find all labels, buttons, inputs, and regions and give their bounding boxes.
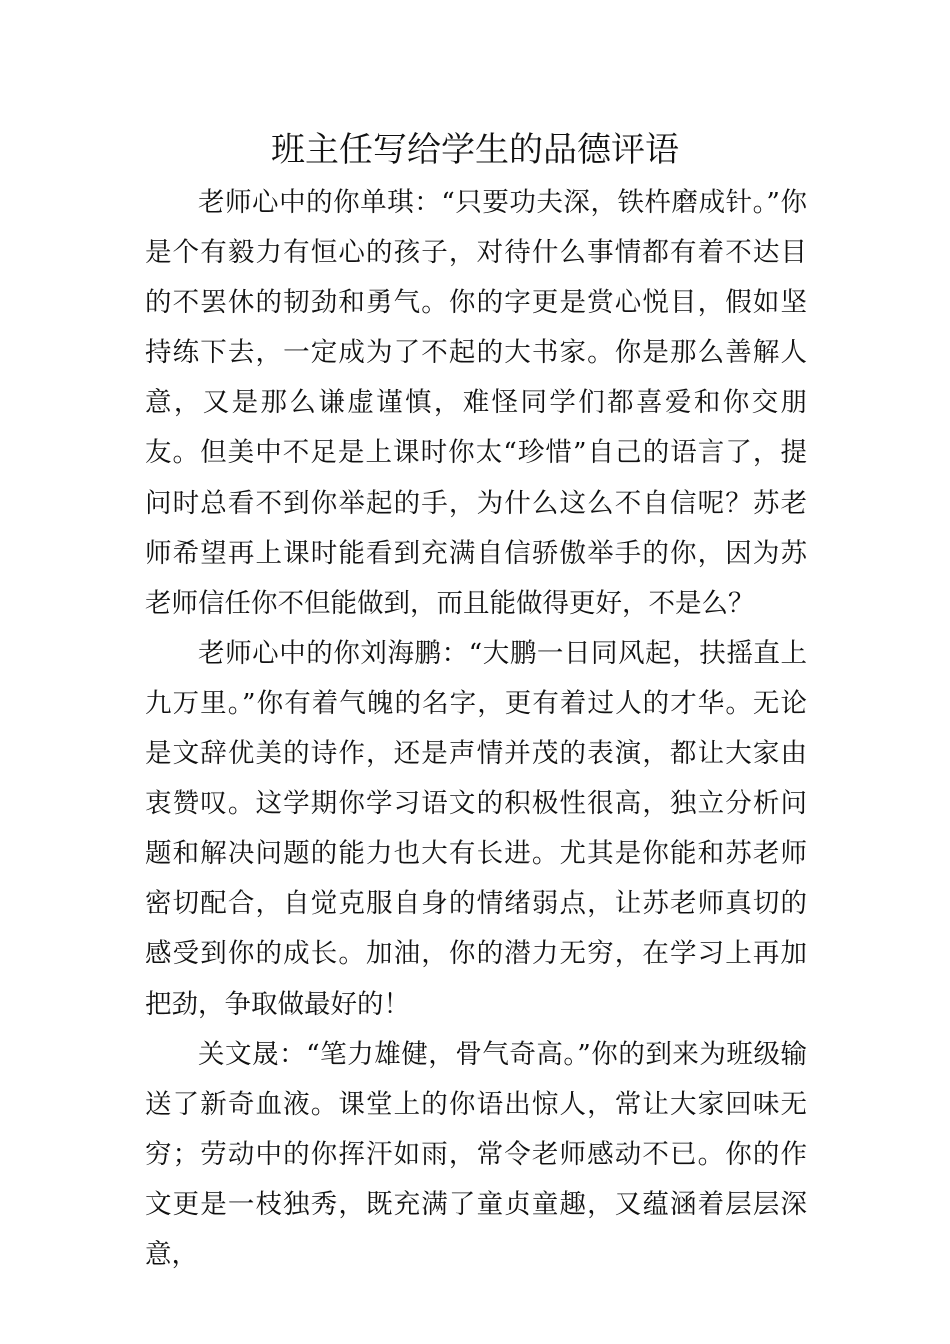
paragraph-liu-haipeng: 老师心中的你刘海鹏：“大鹏一日同风起，扶摇直上九万里。”你有着气魄的名字，更有着过人的才华。无论是文辞优美的诗作，还是声情并茂的表演，都让大家由衷赞叹。这学期你学习语文的积极性很高，独立分析问题和解决问题的能力也大有长进。尤其是你能和苏老师密切配合，自觉克服自身的情绪弱点，让苏老师真切的感受到你的成长。加油，你的潜力无穷，在学习上再加把劲，争取做最好的！: [145, 637, 807, 1020]
paragraph-guan-wensheng: 关文晟：“笔力雄健，骨气奇高。”你的到来为班级输送了新奇血液。课堂上的你语出惊人，常让大家回味无穷；劳动中的你挥汗如雨，常令老师感动不已。你的作文更是一枝独秀，既充满了童贞童趣，又蕴涵着层层深意，: [145, 1038, 807, 1270]
document-title: 班主任写给学生的品德评语: [271, 130, 679, 170]
paragraph-shan-qi: 老师心中的你单琪：“只要功夫深，铁杵磨成针。”你是个有毅力有恒心的孩子，对待什么事情都有着不达目的不罢休的韧劲和勇气。你的字更是赏心悦目，假如坚持练下去，一定成为了不起的大书家。你是那么善解人意，又是那么谦虚谨慎，难怪同学们都喜爱和你交朋友。但美中不足是上课时你太“珍惜”自己的语言了，提问时总看不到你举起的手，为什么这么不自信呢？苏老师希望再上课时能看到充满自信骄傲举手的你，因为苏老师信任你不但能做到，而且能做得更好，不是么？: [145, 187, 807, 619]
document-body: [145, 178, 807, 1280]
